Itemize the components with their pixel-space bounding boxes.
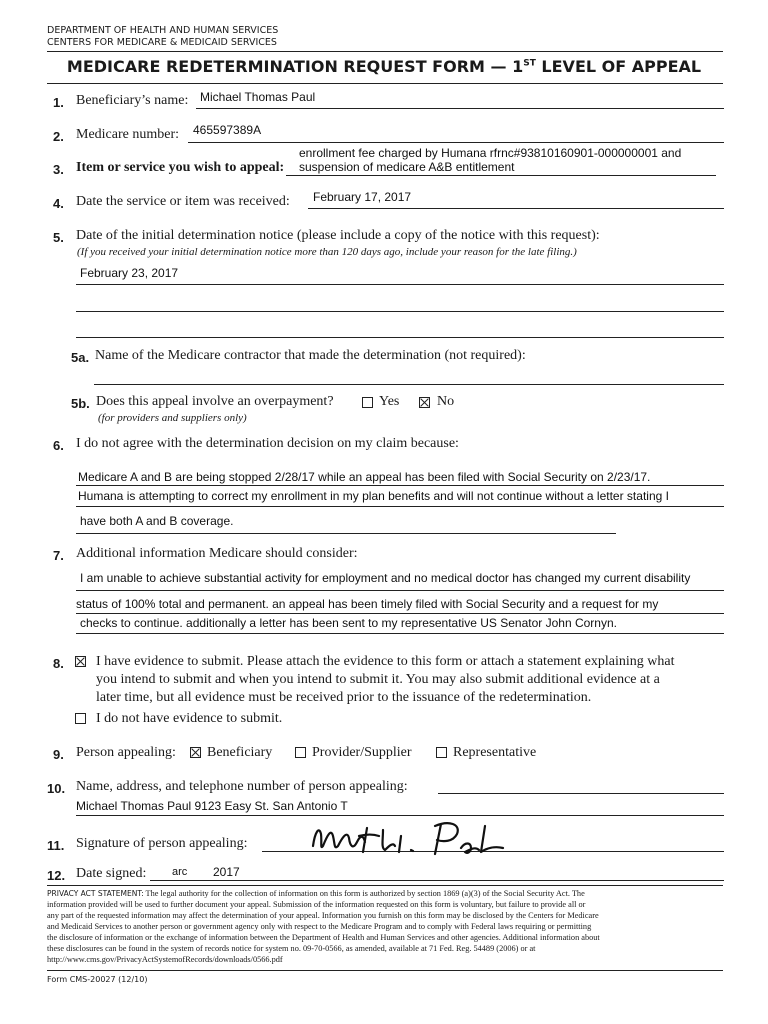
name-address-value[interactable]: Michael Thomas Paul 9123 Easy St. San Antonio T (76, 799, 348, 813)
beneficiary-option-label: Beneficiary (207, 745, 273, 760)
field-line (188, 142, 724, 143)
item-number: 10. (47, 781, 66, 796)
field-line (76, 485, 724, 486)
date-signed-label: Date signed: (76, 866, 147, 881)
evidence-text-line2: you intend to submit and when you intend to submit it. You may also submit additional evidence at a (96, 672, 660, 687)
item-number: 4. (53, 196, 64, 211)
signature-image (305, 812, 510, 862)
name-address-label: Name, address, and telephone number of person appealing: (76, 779, 408, 794)
overpayment-no-label: No (437, 394, 455, 409)
privacy-act-statement: PRIVACY ACT STATEMENT: The legal authority for the collection of information on this form is authorized by section 1869 (a)(3) of the Social Security Act. The information provided will be used to further document your appeal. Submission of the information requested on this form is voluntary, but failure to provide all or any part of the requested information may affect the determination of your appeal. Information you furnish on this form may be disclosed by the Centers for Medicare and Medicaid Services to another person or government agency only with respect to the Medicare Program and to comply with Federal laws requiring or permitting the disclosure of information or the exchange of information between the Department of Health and Human Services and other agencies. Additional information about these disclosures can be found in the system of records notice for system no. 09-70-0566, as amended, available at 71 Fed. Reg. 54489 (2006) or at http://www.cms.gov/PrivacyActSystemofRecords/downloads/0566.pdf (47, 889, 600, 964)
item-number: 5a. (71, 350, 90, 365)
form-id: Form CMS-20027 (12/10) (47, 975, 148, 984)
representative-option-label: Representative (453, 745, 537, 760)
field-line (196, 108, 724, 109)
privacy-bottom-rule (47, 970, 723, 971)
provider-option-label: Provider/Supplier (312, 745, 412, 760)
disagree-value-line2[interactable]: Humana is attempting to correct my enrollment in my plan benefits and will not continue without a letter stating I (78, 489, 669, 503)
contractor-label: Name of the Medicare contractor that made the determination (not required): (95, 348, 526, 363)
item-service-value-line1[interactable]: enrollment fee charged by Humana rfrnc#93810160901-000000001 and (299, 146, 682, 160)
contractor-field-line[interactable] (94, 384, 724, 385)
field-line (76, 533, 616, 534)
representative-checkbox[interactable] (436, 747, 447, 758)
person-appealing-label: Person appealing: (76, 745, 176, 760)
date-signed-year[interactable]: 2017 (213, 865, 240, 879)
overpayment-yes-label: Yes (379, 394, 400, 409)
item-number: 11. (47, 838, 65, 853)
field-line (76, 284, 724, 285)
item-number: 3. (53, 162, 64, 177)
initial-notice-date-value[interactable]: February 23, 2017 (80, 266, 179, 280)
item-number: 1. (53, 95, 64, 110)
field-line (76, 337, 724, 338)
item-number: 12. (47, 868, 66, 883)
provider-checkbox[interactable] (295, 747, 306, 758)
header-rule (47, 51, 723, 52)
medicare-number-value[interactable]: 465597389A (193, 123, 262, 137)
item-number: 5. (53, 230, 64, 245)
additional-info-label: Additional information Medicare should consider: (76, 546, 358, 561)
medicare-number-label: Medicare number: (76, 127, 180, 142)
form-title: MEDICARE REDETERMINATION REQUEST FORM — 1ST LEVEL OF APPEAL (66, 57, 702, 76)
date-signed-month[interactable]: arc (172, 866, 188, 878)
disagree-value-line3[interactable]: have both A and B coverage. (80, 514, 234, 528)
additional-value-line1[interactable]: I am unable to achieve substantial activity for employment and no medical doctor has changed my current disability (80, 571, 691, 585)
field-line (286, 175, 716, 176)
item-number: 8. (53, 656, 64, 671)
item-number: 6. (53, 438, 64, 453)
field-line (308, 208, 724, 209)
initial-notice-label: Date of the initial determination notice (please include a copy of the notice with this request): (76, 228, 600, 243)
centers-name: CENTERS FOR MEDICARE & MEDICAID SERVICES (47, 37, 277, 48)
initial-notice-note: (If you received your initial determination notice more than 120 days ago, include your reason for the late filing.) (77, 246, 577, 258)
item-service-label: Item or service you wish to appeal: (76, 160, 285, 175)
field-line (76, 633, 724, 634)
beneficiary-checkbox[interactable] (190, 747, 201, 758)
evidence-text-line1: I have evidence to submit. Please attach the evidence to this form or attach a statement explaining what (96, 654, 675, 669)
field-line (76, 613, 724, 614)
date-received-value[interactable]: February 17, 2017 (313, 190, 412, 204)
overpayment-no-checkbox[interactable] (419, 397, 430, 408)
no-evidence-label: I do not have evidence to submit. (96, 711, 283, 726)
overpayment-label: Does this appeal involve an overpayment? (96, 394, 334, 409)
privacy-top-rule (47, 885, 723, 886)
additional-value-line3[interactable]: checks to continue. additionally a letter has been sent to my representative US Senator John Cornyn. (80, 616, 617, 630)
field-line (150, 880, 724, 881)
privacy-heading: PRIVACY ACT STATEMENT: (47, 889, 144, 898)
field-line (438, 793, 724, 794)
field-line (76, 311, 724, 312)
field-line (76, 506, 724, 507)
has-evidence-checkbox[interactable] (75, 656, 86, 667)
title-rule (47, 83, 723, 84)
item-number: 5b. (71, 396, 90, 411)
overpayment-note: (for providers and suppliers only) (98, 412, 247, 424)
item-number: 2. (53, 129, 64, 144)
beneficiary-name-value[interactable]: Michael Thomas Paul (200, 90, 316, 104)
department-name: DEPARTMENT OF HEALTH AND HUMAN SERVICES (47, 25, 279, 36)
evidence-text-line3: later time, but all evidence must be received prior to the issuance of the redetermination. (96, 690, 592, 705)
item-number: 9. (53, 747, 64, 762)
disagree-value-line1[interactable]: Medicare A and B are being stopped 2/28/17 while an appeal has been filed with Social Security on 2/23/17. (78, 470, 651, 484)
overpayment-yes-checkbox[interactable] (362, 397, 373, 408)
date-received-label: Date the service or item was received: (76, 194, 290, 209)
item-number: 7. (53, 548, 64, 563)
additional-value-line2[interactable]: status of 100% total and permanent. an appeal has been timely filed with Social Security and a request for my (76, 597, 659, 611)
beneficiary-name-label: Beneficiary’s name: (76, 93, 189, 108)
no-evidence-checkbox[interactable] (75, 713, 86, 724)
item-service-value-line2[interactable]: suspension of medicare A&B entitlement (299, 160, 515, 174)
field-line (76, 590, 724, 591)
disagree-label: I do not agree with the determination decision on my claim because: (76, 436, 459, 451)
signature-label: Signature of person appealing: (76, 836, 248, 851)
